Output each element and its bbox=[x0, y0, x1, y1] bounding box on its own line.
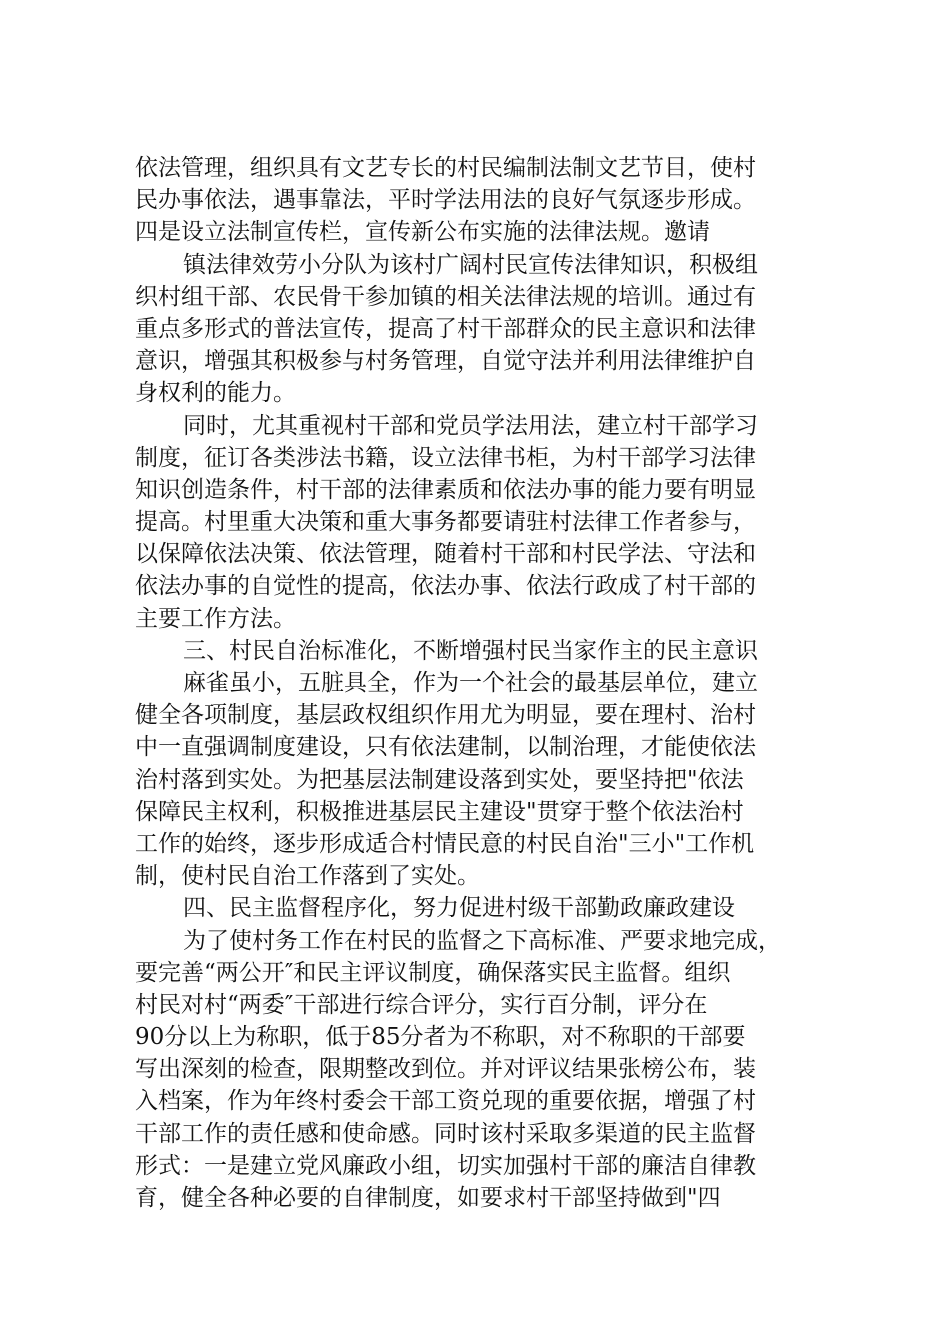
text-line: 要完善“两公开″和民主评议制度，确保落实民主监督。组织 bbox=[135, 959, 731, 986]
text-line: 治村落到实处。为把基层法制建设落到实处，要坚持把"依法 bbox=[135, 766, 744, 793]
paragraph-start-line: 为了使村务工作在村民的监督之下高标准、严要求地完成， bbox=[183, 927, 781, 954]
text-line: 90分以上为称职，低于85分者为不称职，对不称职的干部要 bbox=[135, 1024, 746, 1051]
text-line: 主要工作方法。 bbox=[135, 605, 296, 632]
text-line: 干部工作的责任感和使命感。同时该村采取多渠道的民主监督 bbox=[135, 1120, 756, 1147]
text-line: 依法办事的自觉性的提高，依法办事、依法行政成了村干部的 bbox=[135, 573, 756, 600]
text-line: 工作的始终，逐步形成适合村情民意的村民自治"三小"工作机 bbox=[135, 830, 755, 857]
text-line: 重点多形式的普法宣传，提高了村干部群众的民主意识和法律 bbox=[135, 315, 756, 342]
text-line: 以保障依法决策、依法管理，随着村干部和村民学法、守法和 bbox=[135, 541, 756, 568]
text-line: 依法管理，组织具有文艺专长的村民编制法制文艺节目，使村 bbox=[135, 155, 756, 181]
text-line: 制，使村民自治工作落到了实处。 bbox=[135, 863, 480, 890]
text-line: 意识，增强其积极参与村务管理，自觉守法并利用法律维护自 bbox=[135, 348, 756, 375]
paragraph-start-line: 同时，尤其重视村干部和党员学法用法，建立村干部学习 bbox=[183, 412, 758, 439]
text-line: 写出深刻的检查，限期整改到位。并对评议结果张榜公布，装 bbox=[135, 1056, 756, 1083]
document-body bbox=[135, 152, 825, 1214]
paragraph-start-line: 麻雀虽小，五脏具全，作为一个社会的最基层单位，建立 bbox=[183, 670, 758, 696]
text-line: 提高。村里重大决策和重大事务都要请驻村法律工作者参与， bbox=[135, 509, 756, 536]
text-line: 育，健全各种必要的自律制度，如要求村干部坚持做到"四 bbox=[135, 1185, 721, 1211]
text-line: 织村组干部、农民骨干参加镇的相关法律法规的培训。通过有 bbox=[135, 283, 756, 310]
text-line: 健全各项制度，基层政权组织作用尤为明显，要在理村、治村 bbox=[135, 702, 756, 729]
text-line: 身权利的能力。 bbox=[135, 380, 296, 407]
text-line: 中一直强调制度建设，只有依法建制，以制治理，才能使依法 bbox=[135, 734, 756, 761]
section-heading: 三、村民自治标准化，不断增强村民当家作主的民主意识 bbox=[183, 637, 758, 664]
text-line: 四是设立法制宣传栏，宣传新公布实施的法律法规。邀请 bbox=[135, 219, 710, 246]
text-line: 民办事依法，遇事靠法，平时学法用法的良好气氛逐步形成。 bbox=[135, 187, 756, 214]
text-line: 知识创造条件，村干部的法律素质和依法办事的能力要有明显 bbox=[135, 476, 756, 503]
text-line: 形式：一是建立党风廉政小组，切实加强村干部的廉洁自律教 bbox=[135, 1152, 756, 1179]
section-heading: 四、民主监督程序化，努力促进村级干部勤政廉政建设 bbox=[183, 895, 735, 922]
text-line: 入档案，作为年终村委会干部工资兑现的重要依据，增强了村 bbox=[135, 1088, 756, 1115]
text-line: 保障民主权利，积极推进基层民主建设"贯穿于整个依法治村 bbox=[135, 798, 744, 825]
paragraph-start-line: 镇法律效劳小分队为该村广阔村民宣传法律知识，积极组 bbox=[183, 251, 758, 278]
text-line: 村民对村“两委″干部进行综合评分，实行百分制，评分在 bbox=[135, 991, 708, 1018]
text-line: 制度，征订各类涉法书籍，设立法律书柜，为村干部学习法律 bbox=[135, 444, 756, 471]
